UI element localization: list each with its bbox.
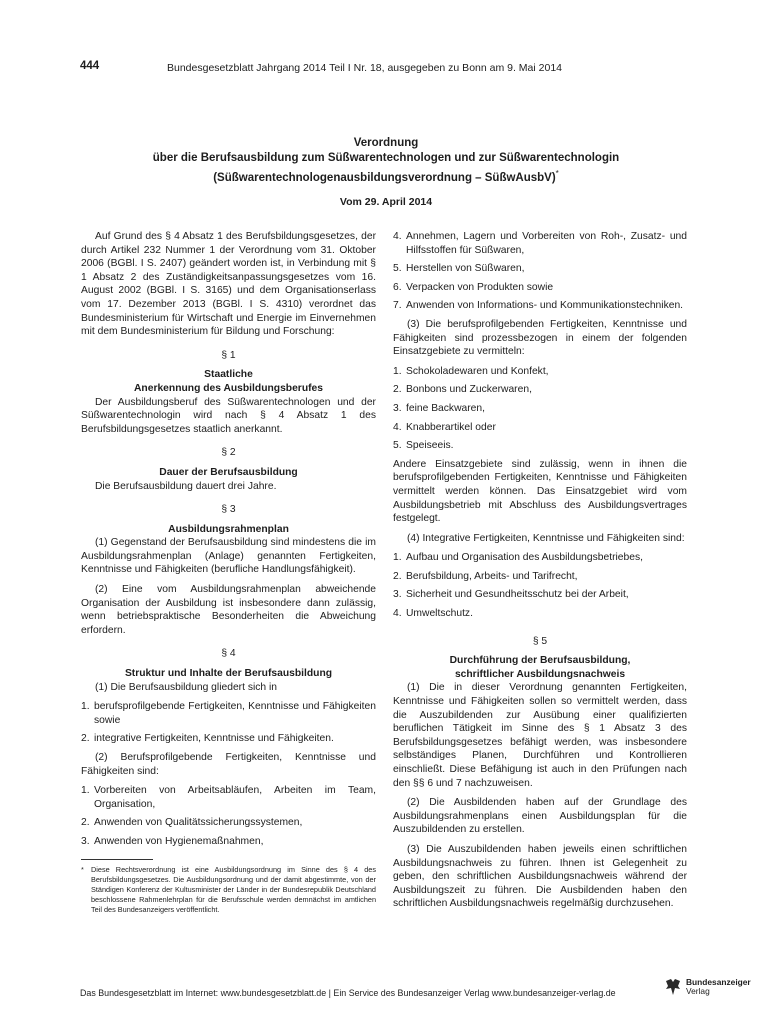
footnote-divider: [81, 859, 153, 860]
list-item: [393, 365, 687, 379]
list-item-text: Vorbereiten von Arbeitsabläufen, Arbeiten im Team, Organisation,: [94, 785, 376, 810]
section-3-paragraph-1: (1) Gegenstand der Berufsausbildung sind mindestens die im Ausbildungsrahmenplan (Anlage) genannten Fertigkeiten, Kenntnisse und Fähigkeiten (berufliche Handlungsfähigkeit).: [81, 537, 376, 576]
section-3-header: [81, 503, 376, 536]
list-item: [81, 816, 376, 830]
list-item-text: berufsprofilgebende Fertigkeiten, Kenntnisse und Fähigkeiten sowie: [94, 701, 376, 726]
list-item: [393, 588, 687, 602]
list-item: [393, 402, 687, 416]
publisher-logo-text: [686, 978, 751, 997]
footnote: [81, 865, 376, 916]
section-1-heading: [81, 368, 376, 395]
list-item-text: Anwenden von Qualitätssicherungssystemen,: [94, 817, 303, 829]
list-item: [393, 607, 687, 621]
list-item: [393, 421, 687, 435]
section-3-number: § 3: [221, 504, 236, 516]
title-footnote-mark[interactable]: *: [555, 169, 559, 178]
title-block: [80, 136, 692, 208]
publisher-logo-line-2: Verlag: [686, 986, 710, 996]
section-4-header: [81, 647, 376, 680]
section-1-number: § 1: [221, 349, 236, 361]
list-item-text: Verpacken von Produkten sowie: [406, 281, 554, 293]
publisher-logo: [663, 977, 751, 997]
list-item-number: 3.: [393, 402, 402, 414]
section-1-header: [81, 349, 376, 396]
list-item-number: 1.: [393, 552, 402, 564]
list-item-number: 6.: [393, 281, 402, 293]
section-5-header: [393, 635, 687, 682]
list-item: [393, 551, 687, 565]
list-item-number: 4.: [393, 231, 402, 242]
section-5-number: § 5: [532, 635, 548, 647]
publisher-logo-line-1: Bundesanzeiger: [686, 976, 751, 987]
list-item-text: Speiseeis.: [406, 440, 454, 452]
list-item: [81, 732, 376, 746]
list-item-text: Bonbons und Zuckerwaren,: [406, 384, 532, 396]
list-item-text: Anwenden von Informations- und Kommunikationstechniken.: [406, 300, 684, 312]
section-4-paragraph-3b: Andere Einsatzgebiete sind zulässig, wenn in ihnen die berufsprofilgebenden Fertigkeiten, Kenntnisse und Fähigkeiten vermittelt werden können. Das Einsatzgebiet wird vom Ausbildungsbetrieb mit Abschluss des Ausbildungsvertrages festgelegt.: [393, 458, 687, 525]
title-short-name: (Süßwarentechnologenausbildungsverordnung – SüßwAusbV): [213, 171, 556, 184]
list-item-number: 1.: [81, 785, 90, 797]
list-item-number: 5.: [393, 440, 402, 452]
list-item-number: 4.: [393, 421, 402, 433]
right-column: [393, 230, 687, 911]
list-item-number: 5.: [393, 263, 402, 275]
list-item: [393, 230, 687, 257]
list-item-text: Anwenden von Hygienemaßnahmen,: [94, 835, 264, 847]
list-item-number: 1.: [81, 701, 90, 713]
footer-text[interactable]: Das Bundesgesetzblatt im Internet: www.bundesgesetzblatt.de | Ein Service des Bundesanzeiger Verlag www.bundesanzeiger-verlag.de: [80, 988, 616, 998]
section-2-heading: Dauer der Berufsausbildung: [159, 466, 298, 478]
list-item-number: 3.: [393, 589, 402, 601]
section-4-heading: Struktur und Inhalte der Berufsausbildung: [124, 668, 333, 680]
section-5-heading-line-1: Durchführung der Berufsausbildung,: [449, 655, 631, 667]
list-item-text: Knabberartikel oder: [406, 421, 496, 433]
list-item-number: 2.: [81, 817, 90, 829]
section-3-heading: Ausbildungsrahmenplan: [168, 523, 289, 535]
list-item-text: Berufsbildung, Arbeits- und Tarifrecht,: [406, 570, 578, 582]
section-5-paragraph-1: (1) Die in dieser Verordnung genannten Fertigkeiten, Kenntnisse und Fähigkeiten sollen so vermittelt werden, dass die Auszubildenden zur Ausübung einer qualifizierten beruflichen Tätigkeit im Sinne des § 1 Absatz 3 des Berufsbildungsgesetzes befähigt werden, was insbesondere selbständiges Planen, Durchführen und Kontrollieren einschließt. Diese Befähigung ist auch in den Prüfungen nach den §§ 6 und 7 nachzuweisen.: [393, 682, 687, 789]
section-4-number: § 4: [221, 648, 236, 660]
list-item: [81, 835, 376, 849]
list-item-number: 7.: [393, 300, 402, 312]
list-item-text: Aufbau und Organisation des Ausbildungsbetriebes,: [406, 552, 643, 564]
running-head: Bundesgesetzblatt Jahrgang 2014 Teil I Nr. 18, ausgegeben zu Bonn am 9. Mai 2014: [167, 62, 562, 74]
title-line-2: über die Berufsausbildung zum Süßwarentechnologen und zur Süßwarentechnologin: [152, 152, 620, 164]
section-5-paragraph-2: (2) Die Ausbildenden haben auf der Grundlage des Ausbildungsrahmenplans einen Ausbildungsplan für die Auszubildenden zu erstellen.: [393, 797, 687, 836]
list-item-number: 4.: [393, 608, 402, 620]
title-line-1: Verordnung: [353, 137, 419, 149]
section-5-heading-line-2: schriftlicher Ausbildungsnachweis: [454, 668, 626, 680]
list-item-text: Sicherheit und Gesundheitsschutz bei der Arbeit,: [406, 589, 629, 601]
list-item: [393, 262, 687, 276]
footnote-mark: *: [81, 864, 84, 874]
list-item-text: Schokoladewaren und Konfekt,: [406, 365, 549, 377]
section-5-paragraph-3: (3) Die Auszubildenden haben jeweils einen schriftlichen Ausbildungsnachweis zu führen. Ihnen ist Gelegenheit zu geben, den schriftlichen Ausbildungsnachweis während der Ausbildungszeit zu führen. Die Ausbildenden haben den schriftlichen Ausbildungsnachweis regelmäßig durchzusehen.: [393, 843, 687, 910]
list-item-text: Annehmen, Lagern und Vorbereiten von Roh-, Zusatz- und Hilfsstoffen für Süßwaren,: [406, 231, 687, 256]
section-1-text: Der Ausbildungsberuf des Süßwarentechnologen und der Süßwarentechnologin wird nach § 4 Absatz 1 des Berufsbildungsgesetzes staatlich anerkannt.: [81, 396, 376, 435]
section-4-paragraph-2: (2) Berufsprofilgebende Fertigkeiten, Kenntnisse und Fähigkeiten sind:: [81, 752, 376, 777]
list-item: [393, 299, 687, 313]
section-5-heading: [393, 654, 687, 681]
section-4-paragraph-4: (4) Integrative Fertigkeiten, Kenntnisse und Fähigkeiten sind:: [407, 532, 685, 544]
list-item: [393, 383, 687, 397]
list-item: [393, 570, 687, 584]
list-item-number: 2.: [393, 384, 402, 396]
list-item-text: Umweltschutz.: [406, 608, 473, 620]
section-2-text: Die Berufsausbildung dauert drei Jahre.: [95, 480, 277, 492]
title-line-3: [80, 166, 692, 186]
list-item: [393, 281, 687, 295]
section-4-paragraph-1: (1) Die Berufsausbildung gliedert sich in: [95, 681, 278, 693]
list-item-number: 3.: [81, 835, 90, 847]
section-2-header: [81, 446, 376, 479]
footnote-text: Diese Rechtsverordnung ist eine Ausbildungsordnung im Sinne des § 4 des Berufsbildungsgesetzes. Die Ausbildungsordnung und der damit abgestimmte, von der Ständigen Konferenz der Kultusminister der Länder in der Bundesrepublik Deutschland beschlossene Rahmenlehrplan für die Berufsschule werden demnächst im amtlichen Teil des Bundesanzeigers veröffentlicht.: [91, 864, 376, 915]
eagle-icon: [663, 977, 683, 997]
section-4-paragraph-3: (3) Die berufsprofilgebenden Fertigkeiten, Kenntnisse und Fähigkeiten sind prozessbezogen in einem der folgenden Einsatzgebiete zu vermitteln:: [393, 318, 687, 358]
list-item-number: 2.: [393, 570, 402, 582]
list-item-text: Herstellen von Süßwaren,: [406, 263, 525, 275]
list-item: [81, 784, 376, 811]
list-item-number: 1.: [393, 365, 402, 377]
list-item-number: 2.: [81, 733, 90, 745]
section-2-number: § 2: [221, 447, 236, 459]
left-column: [81, 230, 376, 916]
list-item-text: integrative Fertigkeiten, Kenntnisse und Fähigkeiten.: [94, 733, 334, 745]
section-1-heading-line-1: Staatliche: [204, 369, 253, 381]
list-item: [81, 700, 376, 727]
list-item: [393, 439, 687, 453]
preamble: Auf Grund des § 4 Absatz 1 des Berufsbildungsgesetzes, der durch Artikel 232 Nummer 1 der Verordnung vom 31. Oktober 2006 (BGBl. I S. 2407) geändert worden ist, in Verbindung mit § 1 Absatz 2 des Zuständigkeitsanpassungsgesetzes vom 16. August 2002 (BGBl. I S. 3165) und dem Organisationserlass vom 17. Dezember 2013 (BGBl. I S. 4310) verordnet das Bundesministerium für Wirtschaft und Energie im Einvernehmen mit dem Bundesministerium für Bildung und Forschung:: [81, 231, 376, 338]
page-number: 444: [80, 60, 100, 72]
section-3-paragraph-2: (2) Eine vom Ausbildungsrahmenplan abweichende Organisation der Ausbildung ist insbesondere dann zulässig, wenn betriebspraktische Besonderheiten die Abweichung erfordern.: [81, 584, 376, 636]
list-item-text: feine Backwaren,: [406, 402, 485, 414]
section-1-heading-line-2: Anerkennung des Ausbildungsberufes: [134, 382, 323, 394]
ordinance-date: Vom 29. April 2014: [339, 195, 433, 208]
